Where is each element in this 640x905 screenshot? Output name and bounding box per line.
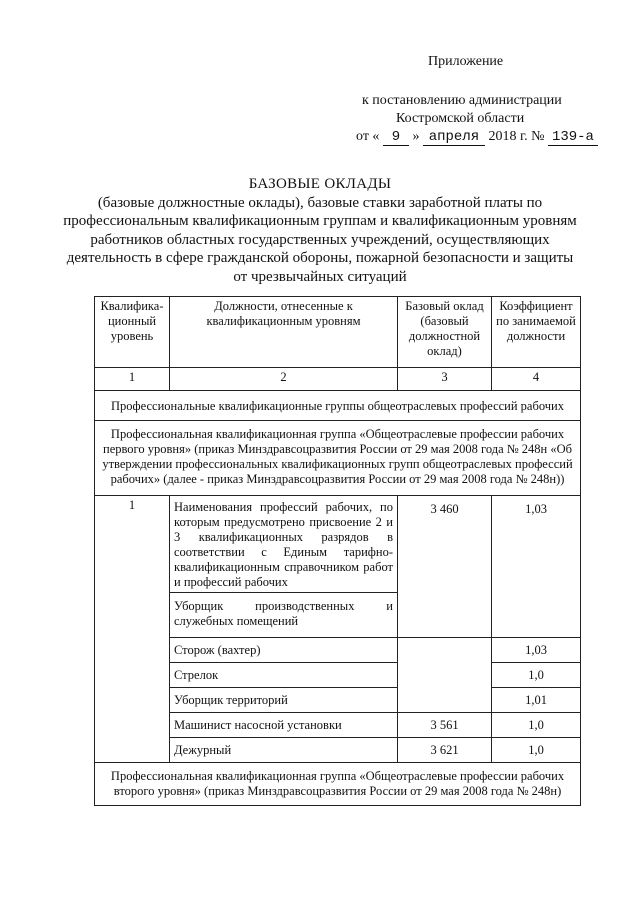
table-header-row bbox=[95, 297, 581, 368]
heading-title: БАЗОВЫЕ ОКЛАДЫ bbox=[248, 176, 392, 192]
header-coefficient: Коэффициент по занимаемой должности bbox=[492, 297, 581, 368]
position-cell: Наименования профессий рабочих, по которым предусмотрено присвоение 2 и 3 квалификационных разрядов в соответствии с Единым тарифно-квалификационным справочником работ и профессий рабочих bbox=[170, 496, 398, 593]
date-prefix: от « bbox=[356, 129, 380, 144]
salary-table bbox=[94, 296, 581, 806]
salary-cell bbox=[398, 638, 492, 713]
coef-cell: 1,0 bbox=[492, 738, 581, 763]
level-cell: 1 bbox=[95, 496, 170, 713]
header-positions: Должности, отнесенные к квалификационным уровням bbox=[170, 297, 398, 368]
level-cell-empty bbox=[95, 713, 170, 738]
appendix-title: Приложение bbox=[428, 54, 504, 69]
header-level: Квалифика-ционный уровень bbox=[95, 297, 170, 368]
group-first-level: Профессиональная квалификационная группа «Общеотраслевые профессии рабочих первого уровня» (приказ Минздравсоцразвития России от 29 мая 2008 года № 248н «Об утверждении профессиональных квалификационных групп общеотраслевых профессий рабочих» (далее - приказ Минздравсоцразвития России от 29 мая 2008 года № 248н)) bbox=[95, 421, 581, 496]
date-mid: » bbox=[412, 129, 420, 144]
column-number-row bbox=[95, 368, 581, 391]
col-number: 1 bbox=[95, 368, 170, 391]
col-number: 3 bbox=[398, 368, 492, 391]
table-row bbox=[95, 713, 581, 738]
coef-cell: 1,01 bbox=[492, 688, 581, 713]
appendix-line-region: Костромской области bbox=[396, 111, 525, 126]
col-number: 2 bbox=[170, 368, 398, 391]
document-heading bbox=[60, 175, 580, 286]
position-cell: Сторож (вахтер) bbox=[170, 638, 398, 663]
appendix-date-line bbox=[356, 127, 598, 146]
position-cell: Машинист насосной установки bbox=[170, 713, 398, 738]
coef-cell: 1,03 bbox=[492, 496, 581, 638]
position-cell: Дежурный bbox=[170, 738, 398, 763]
date-year: 2018 г. № bbox=[488, 129, 545, 144]
position-cell: Уборщик производственных и служебных помещений bbox=[170, 593, 398, 638]
coef-cell: 1,0 bbox=[492, 713, 581, 738]
section-title-row bbox=[95, 391, 581, 421]
salary-cell: 3 621 bbox=[398, 738, 492, 763]
date-month: апреля bbox=[423, 130, 485, 146]
group-second-level: Профессиональная квалификационная группа «Общеотраслевые профессии рабочих второго уровня» (приказ Минздравсоцразвития России от 29 мая 2008 года № 248н) bbox=[95, 763, 581, 806]
coef-cell: 1,03 bbox=[492, 638, 581, 663]
date-day: 9 bbox=[383, 130, 409, 146]
position-cell: Уборщик территорий bbox=[170, 688, 398, 713]
level-cell-empty bbox=[95, 738, 170, 763]
table-row bbox=[95, 496, 581, 593]
heading-subtitle: (базовые должностные оклады), базовые ставки заработной платы по профессиональным квалификационным группам и квалификационным уровням работников областных государственных учреждений, осуществляющих деятельность в сфере гражданской обороны, пожарной безопасности и защиты от чрезвычайных ситуаций bbox=[63, 194, 577, 285]
coef-cell: 1,0 bbox=[492, 663, 581, 688]
decree-number: 139-а bbox=[548, 130, 598, 146]
group-row-first-level bbox=[95, 421, 581, 496]
position-cell: Стрелок bbox=[170, 663, 398, 688]
table-row bbox=[95, 738, 581, 763]
col-number: 4 bbox=[492, 368, 581, 391]
group-row-second-level bbox=[95, 763, 581, 806]
salary-cell: 3 561 bbox=[398, 713, 492, 738]
section-title: Профессиональные квалификационные группы общеотраслевых профессий рабочих bbox=[95, 391, 581, 421]
salary-cell: 3 460 bbox=[398, 496, 492, 638]
header-salary: Базовый оклад (базовый должностной оклад) bbox=[398, 297, 492, 368]
appendix-line-decree: к постановлению администрации bbox=[362, 93, 562, 108]
